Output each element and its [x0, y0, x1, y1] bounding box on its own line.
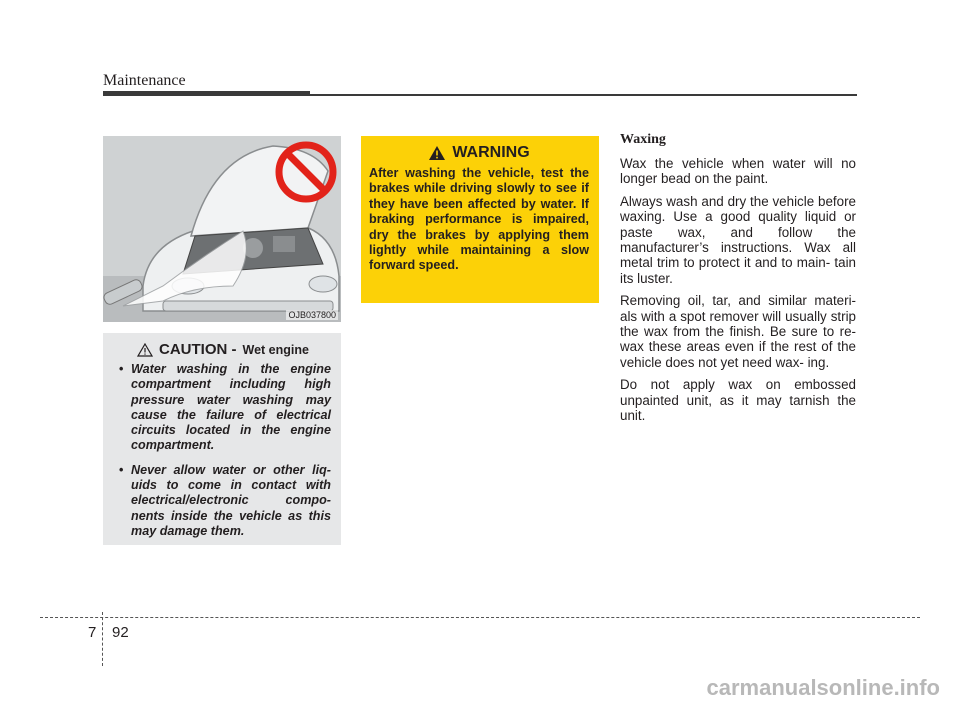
warning-header	[369, 144, 589, 162]
warning-triangle-icon	[428, 145, 446, 161]
header-title: Maintenance	[103, 72, 186, 89]
page-number: 92	[112, 624, 129, 641]
caution-title: CAUTION -	[159, 341, 237, 358]
warning-box	[361, 136, 599, 303]
figure-caption: OJB037800	[288, 310, 336, 320]
watermark: carmanualsonline.info	[706, 675, 940, 700]
caution-subtitle: Wet engine	[242, 342, 309, 357]
header-rule-thick	[103, 91, 310, 96]
warning-title: WARNING	[452, 144, 530, 161]
caution-list	[115, 362, 331, 539]
caution-header	[115, 341, 331, 358]
section-heading: Waxing	[620, 132, 666, 147]
caution-item: • Never allow water or other liq- uids to come in contact with electrical/electronic compo- nents inside the vehicle as this may damage them.	[115, 463, 331, 539]
warning-text: After washing the vehicle, test the brakes while driving slowly to see if they have been affected by water. If braking performance is impaired, dry the brakes by applying them lightly while maintaining a slow forward speed.	[369, 166, 589, 273]
paragraph: Always wash and dry the vehicle before waxing. Use a good quality liquid or paste wax, and follow the manufacturer’s instructions. Wax all metal trim to protect it and to main- tain its luster.	[620, 193, 856, 286]
paragraph: Do not apply wax on embossed unpainted unit, as it may tarnish the unit.	[620, 377, 856, 424]
engine-wash-illustration	[103, 136, 341, 322]
header-rule-thin	[310, 94, 857, 96]
caution-box	[103, 333, 341, 545]
caution-triangle-icon	[137, 343, 153, 357]
footer-rule	[40, 617, 920, 618]
caution-item: • Water washing in the engine compartment including high pressure water washing may cause the failure of electrical circuits located in the engine compartment.	[115, 362, 331, 454]
paragraph: Wax the vehicle when water will no longer bead on the paint.	[620, 156, 856, 187]
waxing-section	[620, 130, 856, 431]
paragraph: Removing oil, tar, and similar materi- als with a spot remover will usually strip the wax from the finish. Be sure to re-wax these areas even if the rest of the vehicle does not yet need wax- ing.	[620, 293, 856, 370]
chapter-number: 7	[88, 624, 97, 641]
footer-divider	[102, 612, 103, 666]
prohibition-icon	[274, 140, 338, 204]
